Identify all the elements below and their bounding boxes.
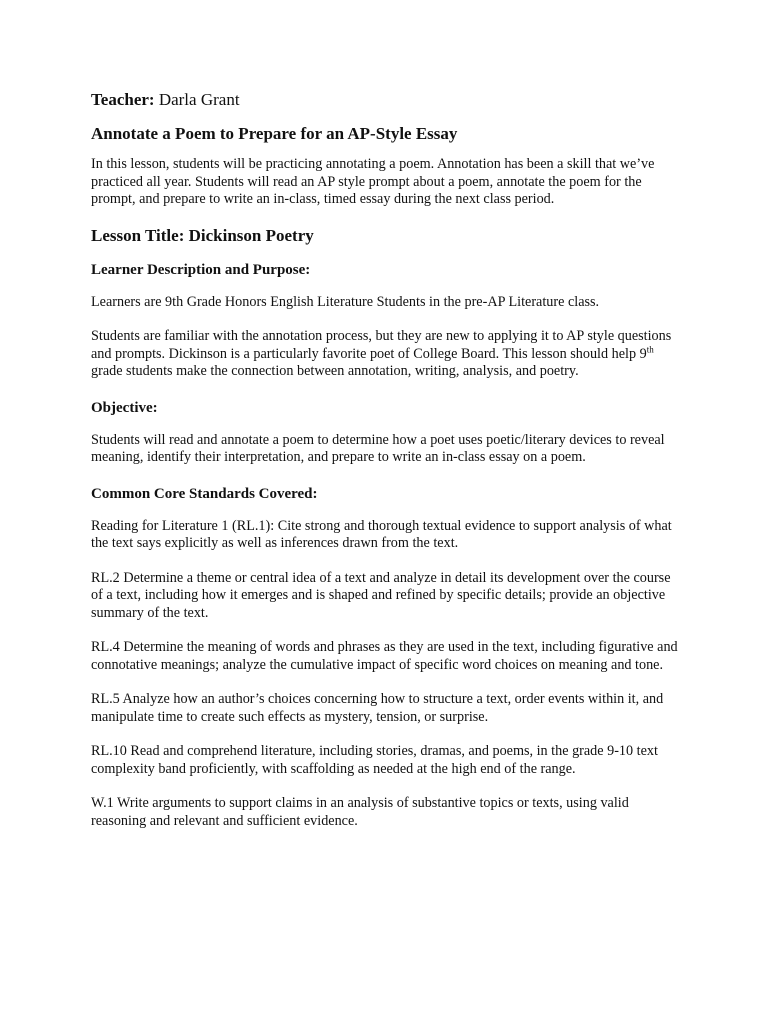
lesson-title: Lesson Title: Dickinson Poetry	[91, 225, 314, 245]
standard-rl10: RL.10 Read and comprehend literature, including stories, dramas, and poems, in the grade 9-10 text complexity band proficiently, with scaffolding as needed at the high end of the range.	[91, 743, 658, 777]
standard-rl4: RL.4 Determine the meaning of words and phrases as they are used in the text, including figurative and connotative meanings; analyze the cumulative impact of specific word choices on meaning and tone.	[91, 639, 678, 673]
teacher-name: Darla Grant	[158, 90, 240, 109]
learner-paragraph-2-text-b: grade students make the connection between annotation, writing, analysis, and poetry.	[91, 363, 579, 379]
learner-paragraph-2-text-a: Students are familiar with the annotation process, but they are new to applying it to AP style questions and prompts. Dickinson is a particularly favorite poet of College Board. This lesson should help 9	[91, 328, 672, 362]
standard-rl5: RL.5 Analyze how an author’s choices concerning how to structure a text, order events within it, and manipulate time to create such effects as mystery, tension, or surprise.	[91, 691, 664, 725]
learner-heading: Learner Description and Purpose:	[91, 261, 311, 278]
standard-w1: W.1 Write arguments to support claims in an analysis of substantive topics or texts, using valid reasoning and relevant and sufficient evidence.	[91, 795, 629, 829]
objective-paragraph: Students will read and annotate a poem to determine how a poet uses poetic/literary devices to reveal meaning, identify their interpretation, and prepare to write an in-class essay on a poem.	[91, 431, 665, 465]
teacher-label: Teacher:	[91, 90, 155, 109]
standards-heading: Common Core Standards Covered:	[91, 485, 318, 502]
document-title: Annotate a Poem to Prepare for an AP-Style Essay	[91, 124, 458, 143]
standard-rl1: Reading for Literature 1 (RL.1): Cite strong and thorough textual evidence to support analysis of what the text says explicitly as well as inferences drawn from the text.	[91, 517, 672, 551]
intro-paragraph: In this lesson, students will be practicing annotating a poem. Annotation has been a skill that we’ve practiced all year. Students will read an AP style prompt about a poem, annotate the poem for the prompt, and prepare to write an in-class, timed essay during the next class period.	[91, 156, 655, 207]
learner-paragraph-1: Learners are 9th Grade Honors English Literature Students in the pre-AP Literature class.	[91, 293, 600, 310]
learner-paragraph-2	[91, 328, 683, 381]
document-page	[91, 88, 683, 847]
standard-rl2: RL.2 Determine a theme or central idea of a text and analyze in detail its development over the course of a text, including how it emerges and is shaped and refined by specific details; provide an objective summary of the text.	[91, 569, 671, 621]
ordinal-superscript: th	[646, 343, 654, 354]
teacher-line	[91, 88, 683, 112]
objective-heading: Objective:	[91, 399, 158, 416]
